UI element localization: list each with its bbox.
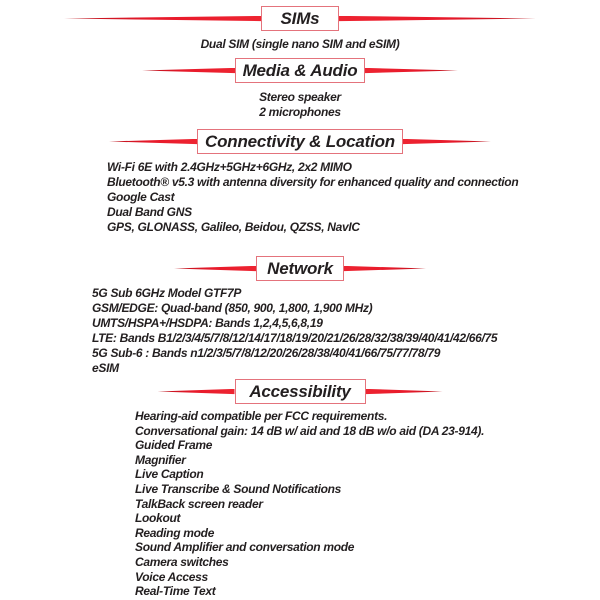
section-title-connectivity-location: Connectivity & Location (205, 131, 395, 151)
spec-line: Bluetooth® v5.3 with antenna diversity for enhanced quality and connection (107, 175, 519, 189)
spec-line: Dual Band GNS (107, 205, 192, 219)
header-rule-right (366, 389, 443, 395)
spec-line: Stereo speaker (259, 90, 341, 104)
spec-line: Lookout (135, 511, 181, 526)
spec-line: Guided Frame (135, 438, 213, 453)
section-title-media-audio: Media & Audio (242, 60, 358, 80)
section-body-sims (0, 37, 600, 52)
spec-line: GPS, GLONASS, Galileo, Beidou, QZSS, NavIC (107, 220, 360, 234)
spec-line: Reading mode (135, 525, 215, 540)
section-title-box-connectivity-location (197, 129, 403, 154)
section-title-network: Network (267, 258, 333, 278)
section-header-sims (0, 5, 600, 32)
section-title-sims: SIMs (280, 8, 320, 28)
section-header-network (0, 255, 600, 282)
spec-line: 2 microphones (259, 105, 341, 119)
header-rule-left (109, 139, 197, 145)
spec-line: Google Cast (107, 190, 175, 204)
header-rule-right (344, 266, 426, 272)
spec-line: 5G Sub-6 : Bands n1/2/3/5/7/8/12/20/26/28/38/40/41/66/75/77/78/79 (92, 346, 441, 360)
header-rule-left (174, 266, 256, 272)
spec-line: eSIM (92, 361, 119, 375)
section-body-media-audio (0, 90, 600, 120)
spec-line: Conversational gain: 14 dB w/ aid and 18 dB w/o aid (DA 23-914). (135, 423, 485, 438)
section-title-box-sims (261, 6, 339, 31)
section-body-connectivity-location (0, 160, 600, 235)
spec-line: TalkBack screen reader (135, 496, 263, 511)
section-header-connectivity-location (0, 128, 600, 155)
header-rule-right (403, 139, 491, 145)
section-header-media-audio (0, 57, 600, 84)
section-header-accessibility (0, 378, 600, 405)
section-title-box-accessibility (235, 379, 366, 404)
spec-line: Camera switches (135, 554, 229, 569)
spec-line: LTE: Bands B1/2/3/4/5/7/8/12/14/17/18/19/20/21/26/28/32/38/39/40/41/42/66/75 (92, 331, 498, 345)
header-rule-left (158, 389, 235, 395)
section-title-box-media-audio (235, 58, 365, 83)
spec-line: Magnifier (135, 452, 186, 467)
spec-line: Hearing-aid compatible per FCC requirements. (135, 409, 388, 423)
header-rule-left (64, 16, 261, 22)
spec-line: UMTS/HSPA+/HSDPA: Bands 1,2,4,5,6,8,19 (92, 316, 323, 330)
section-body-accessibility (0, 409, 600, 599)
spec-line: Live Transcribe & Sound Notifications (135, 481, 342, 496)
header-rule-left (142, 68, 235, 74)
section-title-accessibility: Accessibility (249, 381, 351, 401)
spec-line: Real-Time Text (135, 584, 216, 599)
spec-line: Dual SIM (single nano SIM and eSIM) (200, 37, 400, 51)
header-rule-right (365, 68, 458, 74)
spec-line: Sound Amplifier and conversation mode (135, 540, 355, 555)
section-body-network (0, 286, 600, 376)
spec-line: Wi-Fi 6E with 2.4GHz+5GHz+6GHz, 2x2 MIMO (107, 160, 352, 174)
spec-line: Voice Access (135, 569, 208, 584)
section-title-box-network (256, 256, 344, 281)
spec-line: 5G Sub 6GHz Model GTF7P (92, 286, 242, 300)
spec-line: Live Caption (135, 467, 204, 482)
spec-line: GSM/EDGE: Quad-band (850, 900, 1,800, 1,900 MHz) (92, 301, 373, 315)
header-rule-right (339, 16, 536, 22)
